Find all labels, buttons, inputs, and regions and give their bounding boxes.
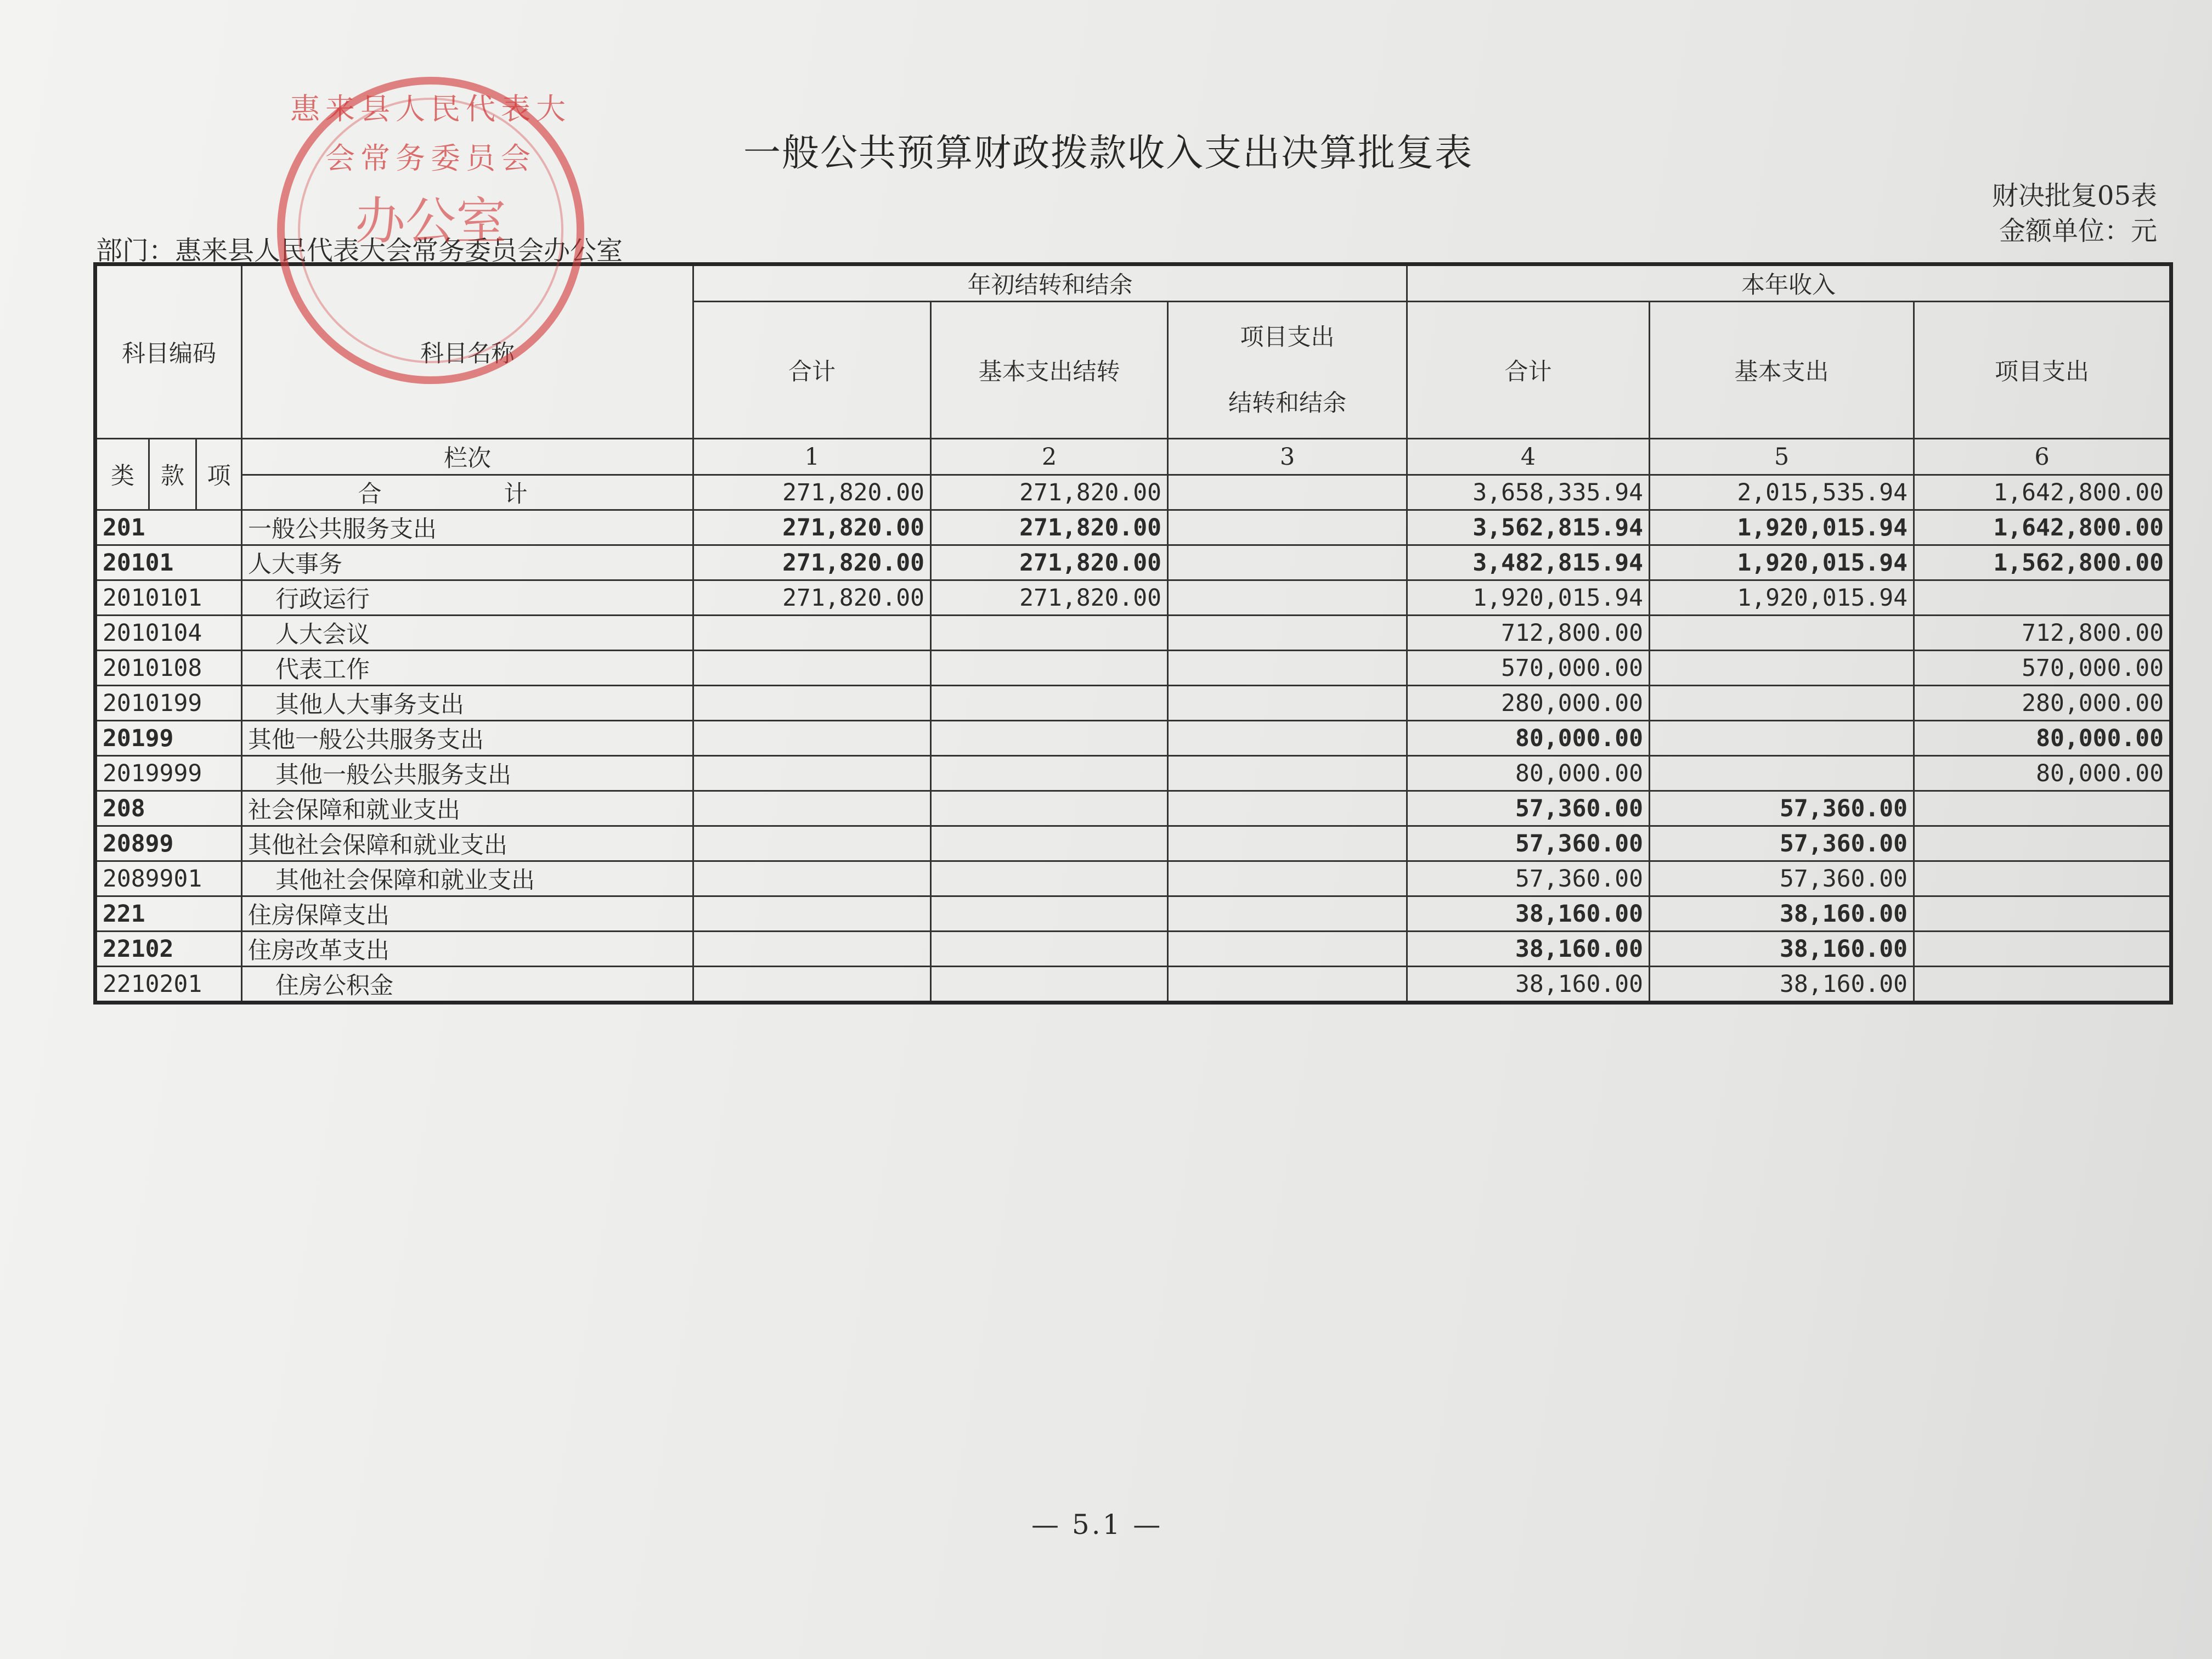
header-c3 — [1168, 302, 1407, 439]
row-c6: 1,562,800.00 — [1914, 545, 2171, 580]
header-sub-xiang: 项 — [196, 439, 242, 510]
row-c1 — [693, 756, 931, 791]
row-c2: 271,820.00 — [931, 580, 1168, 616]
row-c2: 271,820.00 — [931, 510, 1168, 545]
row-code: 22102 — [95, 932, 242, 967]
row-c3 — [1168, 686, 1407, 721]
row-c5: 38,160.00 — [1650, 932, 1914, 967]
column-index-6: 6 — [1914, 439, 2171, 475]
total-c4: 3,658,335.94 — [1407, 475, 1650, 510]
column-index-3: 3 — [1168, 439, 1407, 475]
row-c2 — [931, 721, 1168, 756]
table-row — [95, 756, 2171, 791]
total-c3 — [1168, 475, 1407, 510]
table-row — [95, 616, 2171, 651]
row-code: 20899 — [95, 826, 242, 861]
total-label: 合 计 — [242, 475, 693, 510]
row-c6: 570,000.00 — [1914, 651, 2171, 686]
row-c6: 80,000.00 — [1914, 756, 2171, 791]
row-c2 — [931, 861, 1168, 896]
row-c2 — [931, 932, 1168, 967]
row-c2 — [931, 896, 1168, 932]
document-title: 一般公共预算财政拨款收入支出决算批复表 — [743, 132, 1473, 175]
row-c6: 712,800.00 — [1914, 616, 2171, 651]
row-c1: 271,820.00 — [693, 510, 931, 545]
table-row — [95, 896, 2171, 932]
row-c5: 38,160.00 — [1650, 967, 1914, 1003]
row-name: 其他一般公共服务支出 — [242, 756, 693, 791]
row-code: 2010101 — [95, 580, 242, 616]
total-c5: 2,015,535.94 — [1650, 475, 1914, 510]
table-row — [95, 721, 2171, 756]
row-c3 — [1168, 721, 1407, 756]
row-name: 住房保障支出 — [242, 896, 693, 932]
row-c5 — [1650, 756, 1914, 791]
seal-arc-text: 惠来县人民代表大会常务委员会 — [290, 92, 571, 176]
row-c4: 38,160.00 — [1407, 896, 1650, 932]
row-c5 — [1650, 686, 1914, 721]
row-code: 221 — [95, 896, 242, 932]
row-c5: 57,360.00 — [1650, 826, 1914, 861]
header-c5: 基本支出 — [1650, 302, 1914, 439]
table-row — [95, 826, 2171, 861]
row-name: 社会保障和就业支出 — [242, 791, 693, 826]
official-seal — [277, 77, 584, 384]
row-c3 — [1168, 545, 1407, 580]
amount-unit: 金额单位：元 — [1999, 216, 2157, 246]
row-code: 20101 — [95, 545, 242, 580]
row-c5: 1,920,015.94 — [1650, 580, 1914, 616]
total-c1: 271,820.00 — [693, 475, 931, 510]
row-c3 — [1168, 932, 1407, 967]
table-row — [95, 580, 2171, 616]
header-c2: 基本支出结转 — [931, 302, 1168, 439]
row-c6 — [1914, 932, 2171, 967]
row-c3 — [1168, 861, 1407, 896]
row-name: 代表工作 — [242, 651, 693, 686]
row-c5: 57,360.00 — [1650, 791, 1914, 826]
total-c2: 271,820.00 — [931, 475, 1168, 510]
row-code: 2010108 — [95, 651, 242, 686]
department-label: 部门：惠来县人民代表大会常务委员会办公室 — [96, 235, 623, 266]
header-sub-lei: 类 — [95, 439, 149, 510]
row-name: 住房改革支出 — [242, 932, 693, 967]
row-c4: 57,360.00 — [1407, 861, 1650, 896]
row-c6 — [1914, 861, 2171, 896]
row-c3 — [1168, 791, 1407, 826]
row-c6 — [1914, 580, 2171, 616]
row-c3 — [1168, 826, 1407, 861]
table-row — [95, 686, 2171, 721]
table-row — [95, 510, 2171, 545]
row-c5: 1,920,015.94 — [1650, 510, 1914, 545]
row-c3 — [1168, 967, 1407, 1003]
row-c3 — [1168, 580, 1407, 616]
row-name: 其他社会保障和就业支出 — [242, 826, 693, 861]
row-c4: 3,482,815.94 — [1407, 545, 1650, 580]
column-index-2: 2 — [931, 439, 1168, 475]
row-c1 — [693, 967, 931, 1003]
row-c2 — [931, 651, 1168, 686]
column-index-label: 栏次 — [242, 439, 693, 475]
row-code: 208 — [95, 791, 242, 826]
row-code: 2210201 — [95, 967, 242, 1003]
row-name: 其他人大事务支出 — [242, 686, 693, 721]
header-group-carryover: 年初结转和结余 — [693, 264, 1407, 302]
row-c4: 80,000.00 — [1407, 756, 1650, 791]
table-row — [95, 651, 2171, 686]
table-row — [95, 545, 2171, 580]
row-c1 — [693, 686, 931, 721]
row-name: 其他社会保障和就业支出 — [242, 861, 693, 896]
row-c5: 38,160.00 — [1650, 896, 1914, 932]
row-code: 2019999 — [95, 756, 242, 791]
row-c4: 570,000.00 — [1407, 651, 1650, 686]
row-c4: 1,920,015.94 — [1407, 580, 1650, 616]
table-row — [95, 861, 2171, 896]
row-name: 行政运行 — [242, 580, 693, 616]
row-c4: 712,800.00 — [1407, 616, 1650, 651]
page-number: — 5.1 — — [1031, 1509, 1163, 1541]
header-sub-kuan: 款 — [149, 439, 196, 510]
row-c4: 38,160.00 — [1407, 967, 1650, 1003]
total-row — [95, 475, 2171, 510]
row-c4: 38,160.00 — [1407, 932, 1650, 967]
column-index-4: 4 — [1407, 439, 1650, 475]
row-name: 人大事务 — [242, 545, 693, 580]
column-index-1: 1 — [693, 439, 931, 475]
row-c3 — [1168, 510, 1407, 545]
row-c4: 57,360.00 — [1407, 826, 1650, 861]
row-c1 — [693, 861, 931, 896]
row-c2 — [931, 826, 1168, 861]
row-c3 — [1168, 756, 1407, 791]
row-c3 — [1168, 651, 1407, 686]
row-c1 — [693, 616, 931, 651]
table-row — [95, 791, 2171, 826]
row-c4: 280,000.00 — [1407, 686, 1650, 721]
row-code: 2010104 — [95, 616, 242, 651]
header-subject-code: 科目编码 — [95, 264, 242, 439]
row-c2 — [931, 756, 1168, 791]
row-code: 201 — [95, 510, 242, 545]
row-c1 — [693, 721, 931, 756]
row-c3 — [1168, 896, 1407, 932]
row-c6 — [1914, 826, 2171, 861]
header-c6: 项目支出 — [1914, 302, 2171, 439]
row-c4: 3,562,815.94 — [1407, 510, 1650, 545]
row-c1: 271,820.00 — [693, 545, 931, 580]
row-name: 其他一般公共服务支出 — [242, 721, 693, 756]
row-code: 2010199 — [95, 686, 242, 721]
row-c3 — [1168, 616, 1407, 651]
row-c5: 1,920,015.94 — [1650, 545, 1914, 580]
row-c2 — [931, 967, 1168, 1003]
row-c5 — [1650, 616, 1914, 651]
row-c6: 280,000.00 — [1914, 686, 2171, 721]
row-c4: 80,000.00 — [1407, 721, 1650, 756]
row-name: 人大会议 — [242, 616, 693, 651]
row-c6 — [1914, 896, 2171, 932]
row-c6 — [1914, 967, 2171, 1003]
row-c5 — [1650, 651, 1914, 686]
table-row — [95, 967, 2171, 1003]
row-c6 — [1914, 791, 2171, 826]
row-code: 20199 — [95, 721, 242, 756]
total-c6: 1,642,800.00 — [1914, 475, 2171, 510]
header-c4: 合计 — [1407, 302, 1650, 439]
row-c2 — [931, 686, 1168, 721]
header-c1: 合计 — [693, 302, 931, 439]
row-c4: 57,360.00 — [1407, 791, 1650, 826]
row-name: 住房公积金 — [242, 967, 693, 1003]
row-c5 — [1650, 721, 1914, 756]
header-subject-name: 科目名称 — [242, 264, 693, 439]
header-group-income: 本年收入 — [1407, 264, 2171, 302]
row-c1 — [693, 791, 931, 826]
row-c1: 271,820.00 — [693, 580, 931, 616]
table-row — [95, 932, 2171, 967]
form-number: 财决批复05表 — [1991, 180, 2157, 211]
row-c1 — [693, 932, 931, 967]
row-c1 — [693, 651, 931, 686]
row-c2 — [931, 791, 1168, 826]
row-code: 2089901 — [95, 861, 242, 896]
seal-center-text: 办公室 — [354, 192, 506, 251]
row-c2: 271,820.00 — [931, 545, 1168, 580]
row-c2 — [931, 616, 1168, 651]
header-c3-line1: 项目支出 — [1240, 323, 1335, 351]
row-c1 — [693, 896, 931, 932]
row-name: 一般公共服务支出 — [242, 510, 693, 545]
row-c6: 80,000.00 — [1914, 721, 2171, 756]
column-index-5: 5 — [1650, 439, 1914, 475]
row-c5: 57,360.00 — [1650, 861, 1914, 896]
header-c3-line2: 结转和结余 — [1228, 389, 1347, 417]
row-c6: 1,642,800.00 — [1914, 510, 2171, 545]
row-c1 — [693, 826, 931, 861]
